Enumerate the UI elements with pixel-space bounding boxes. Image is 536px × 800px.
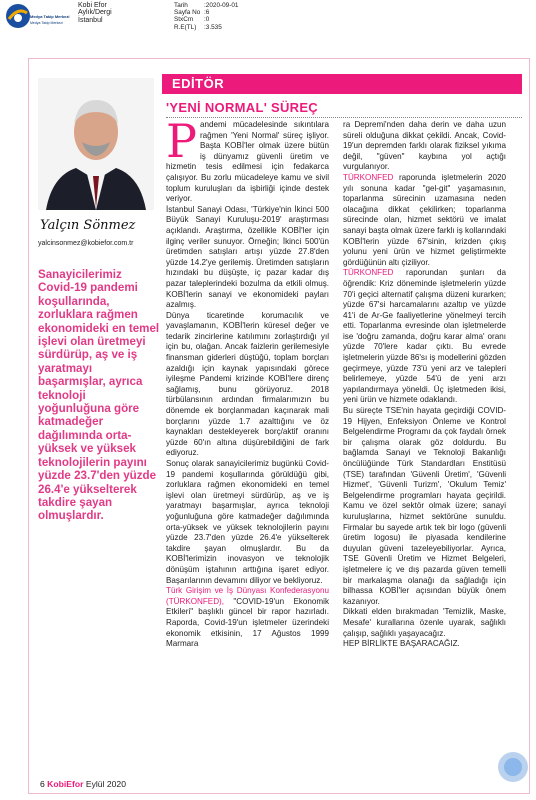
highlight-text: Türk Girişim ve İş Dünyası Konfederasyonu (TÜRKONFED),: [166, 586, 329, 606]
paragraph: Dikkati elden bırakmadan 'Temizlik, Maske, Mesafe' kurallarına özenle uyarak, sağlıklı çalışıp, sağlıklı yaşayacağız.: [343, 607, 506, 638]
seal-icon: [496, 750, 530, 784]
paragraph: ra Depremi'nden daha derin ve daha uzun süreli olduğuna dikkat çekildi. Ancak, Covid-19'un depremden farklı olarak fiziksel yıkıma değil, "güven" kaybına yol açtığı vurgulanıyor.: [343, 120, 506, 172]
clipping-meta: [174, 2, 238, 31]
title-divider: [166, 117, 522, 118]
article-column-1: [166, 114, 329, 650]
page-number: 6: [40, 779, 45, 789]
logo-subtitle: Medya Takip Merkezi: [30, 21, 63, 25]
highlight-text: TÜRKONFED: [343, 172, 394, 182]
paragraph: Dünya ticaretinde korumacılık ve yavaşlamanın, KOBİ'lerin küresel değer ve tedarik zincirlerine katılımını zorlaştırdığı yıl için bu, olağan. Ancak faizlerin gerilemesiyle finansman giderleri düştüğü, toplam borçları azaldığı için kaynak yapısındaki görece iyileşme Pandemi krizinde KOBİ'lere direnç sağlamış, bunu görüyoruz. 2018 türbülansının ardından firmalarımızın bu dönemde ek borçlanmadan kaçınarak mali borçlarını yüzde 1.7 azalttığını ve öz kaynakları destekleyerek borç/aktif oranını yüzde 60'ın altına düşürebildiğini de fark ediyoruz.: [166, 310, 329, 458]
paragraph: Bu süreçte TSE'nin hayata geçirdiği COVID-19 Hijyen, Enfeksiyon Önleme ve Kontrol Belgelendirme Programı da çok faydalı örnek bir çalışma olarak göz doldurdu. Bu bağlamda Sanayi ve Teknoloji Bakanlığı öncülüğünde Türk Standardları Enstitüsü (TSE) tarafından 'Güvenli Üretim', 'Güvenli Hizmet', 'Güvenli Turizm', 'Okulum Temiz' Belgelendirme programları hayata geçirildi. Kamu ve özel sektör olmak üzere; sanayi kuruluşlarına, hizmet sektörüne sunuldu. Firmalar bu sayede artık tek bir logo (güvenli üretim logosu) ile piyasada kendilerine duyulan güveni tazeleyebiliyorlar. Ayrıca, TSE Güvenli Üretim ve Hizmet Belgeleri, işletmelere iç ve dış pazarda güven temelli bir markalaşma olanağı da sağladığı için bilhassa KOBİ'ler açısından büyük önem kazanıyor.: [343, 406, 506, 606]
paragraph: Pandemi mücadelesinde sıkıntılara rağmen 'Yeni Normal' süreç işliyor. Başta KOBİ'ler olmak üzere bütün iş dünyamız güvenli üretim ve hizmetin tesis edilmesi için fedakarca çalışıyor. Bu zorlu mücadeleye kamu ve sivil toplum kuruluşları da işbirliği içinde destek veriyor.: [166, 114, 329, 204]
section-banner: [162, 74, 522, 94]
paragraph: TÜRKONFED raporundan şunları da öğrendik: Kriz döneminde işletmelerin yüzde 70'i geçici alternatif çalışma düzeni kurarken; yüzde 67'si harcamalarını azaltıp ve yüzde 41'i de Ar-Ge faaliyetlerine yönelmeyi tercih etti. Toparlanma evresinde olan işletmelerde ise 'doğru zamanda, doğru karar alma' oranı yüzde 70'lere kadar çıktı. Bu evrede işletmelerin yüzde 86'sı iş modellerini gözden geçirmeye, yüzde 73'ü yeni arz ve talepleri belirlemeye, yüzde 54'ü de yeni arzı yapılandırmaya yöneldi. Üç işletmeden ikisi, yeni ürün ve hizmete odaklandı.: [343, 268, 506, 405]
clipping-header: [0, 0, 536, 34]
section-label: EDİTÖR: [172, 76, 225, 91]
paragraph: Sonuç olarak sanayicilerimiz bugünkü Covid-19 pandemi koşullarında görüldüğü gibi, zorluklara rağmen ekonomideki en temel işlevi olan üretmeyi sürdürüp, aş ve iş yaratmayı başarmışlar, ayrıca teknoloji yoğunluğuna göre katmadeğer dağılımında orta-yüksek ve yüksek teknolojilerin payını yüzde 23.7'den yüzde 26.4'e yükselterek takdire şayan olmuşlardır. Bu da KOBİ'lerimizin inovasyon ve teknolojik dönüşüm iştahının arttığına işaret ediyor. Başarılarının devamını diliyor ve bekliyoruz.: [166, 459, 329, 585]
footer-issue: Eylül 2020: [85, 779, 126, 789]
publication-name: Kobi Efor: [78, 2, 107, 9]
meta-row: Sayfa No :6: [174, 9, 210, 17]
pull-quote: Sanayicilerimiz Covid-19 pandemi koşullarında, zorluklara rağmen ekonomideki en temel işlevi olan üretmeyi sürdürüp, aş ve iş yaratmayı başarmışlar, ayrıca teknoloji yoğunluğuna göre katmadeğer dağılımında orta-yüksek ve yüksek teknolojilerin payını yüzde 23.7'den yüzde 26.4'e yükselterek takdire şayan olmuşlardır.: [38, 268, 160, 523]
page-footer: [40, 779, 126, 789]
meta-row: StxCm :0: [174, 16, 210, 24]
paragraph: Türk Girişim ve İş Dünyası Konfederasyonu (TÜRKONFED), "COVID-19'un Ekonomik Etkileri" başlıklı güncel bir rapor hazırladı. Raporda, Covid-19'un işletmeler üzerindeki ekonomik etkisinin, 17 Ağustos 1999 Marmara: [166, 586, 329, 649]
footer-brand: KobiEfor: [47, 779, 84, 789]
article-title: 'YENİ NORMAL' SÜREÇ: [166, 100, 319, 115]
article-column-2: [343, 120, 506, 650]
publication-city: İstanbul: [78, 16, 103, 24]
author-signature: Yalçın Sönmez: [40, 218, 136, 233]
publication-info: [78, 2, 112, 24]
drop-cap: P: [166, 114, 197, 168]
publication-frequency: Aylık/Dergi: [78, 9, 112, 17]
media-tracking-logo-icon: [5, 3, 31, 29]
paragraph: İstanbul Sanayi Odası, 'Türkiye'nin İkinci 500 Büyük Sanayi Kuruluşu-2019' araştırması açıklandı. Araştırma, özellikle KOBİ'ler için ilginç veriler sunuyor. Örneğin; İkinci 500'ün üretimden satışları artışı yüzde 27.8'den yüzde 14.2'ye gerilemiş. Üretimden satışların hızındaki bu düşüşte, iç pazar kadar dış pazar taleplerindeki bozulma da etkili olmuş. KOBİ'lerin sanayi ve ekonomideki payları azalmış.: [166, 204, 329, 310]
meta-row: R.E(TL) :3.535: [174, 23, 222, 31]
paragraph: HEP BİRLİKTE BAŞARACAĞIZ.: [343, 639, 460, 649]
logo-name: Medya Takip Merkezi: [30, 14, 70, 19]
author-email: yalcinsonmez@kobiefor.com.tr: [38, 240, 134, 247]
paragraph: TÜRKONFED raporunda işletmelerin 2020 yılı sonuna kadar "gel-git" yaşamasının, toparlanma sürecinin uzamasına neden olacağına dikkat çekilirken; toparlanma sürecinde olan, hizmet sektörü ve imalat sanayi başta olmak üzere farklı iş kollarındaki KOBİ'lerin yüzde 67'sinin, krizden çıkış yolunu yeni ürün ve hizmet geliştirmekte gördüğünün altı çiziliyor.: [343, 172, 506, 267]
meta-row: Tarih :2020-09-01: [174, 2, 239, 9]
highlight-text: TÜRKONFED: [343, 268, 394, 278]
author-photo: [38, 78, 154, 210]
